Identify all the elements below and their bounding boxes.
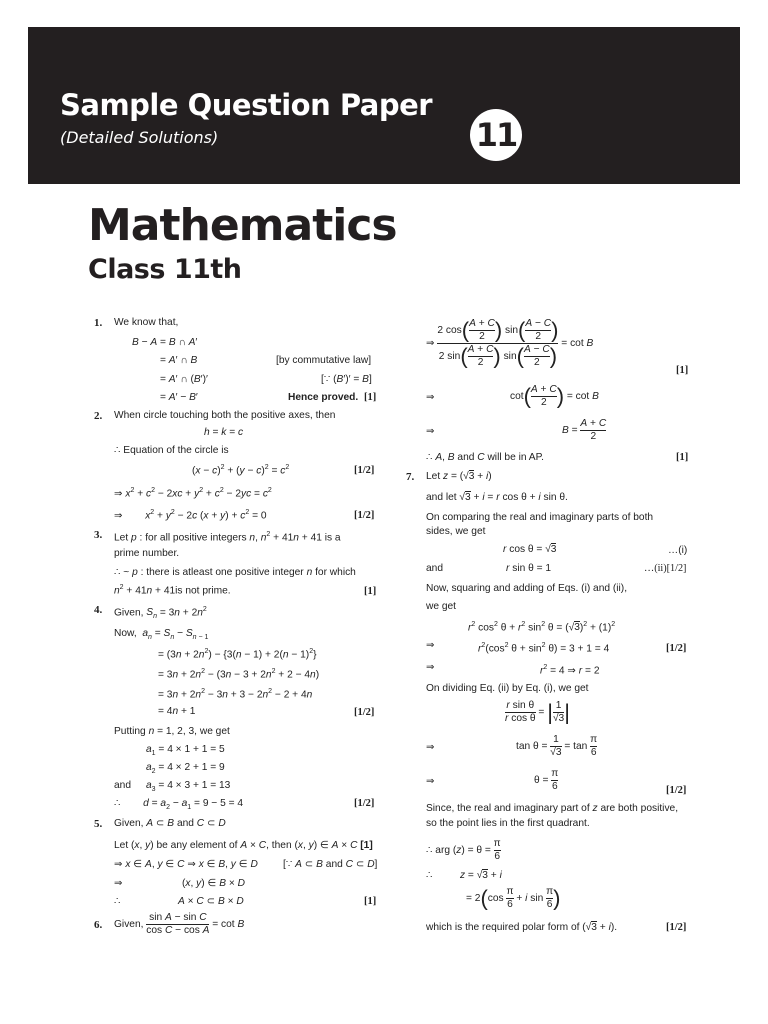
q3-line3: ∴ ~ p : there is atleast one positive integer n for which [114,567,356,578]
q4-step1: = $(3n + 2n^2) - \{3(n - 1) + 2(n - 1)^2\}$ [158,648,317,661]
q7-factor: $r^2(\cos^2$ $\theta + \sin^2 \theta) = 3 + 1 = 4$ [478,642,610,655]
r-mark1: [1] [676,365,689,376]
q1-line4: = A′ − B′ [160,392,198,403]
q7-tan: tan θ = $\frac{1}{√3}$ = tan $\frac{\pi}{6}$ [516,734,598,758]
r-frac-line: ⇒ 2 cos( $\frac{A + C}{2}$ ) sin( $\frac{A - C}{2}$ ) 2 sin( $\frac{A + C}{2}$ ) sin( $\frac{A - C}{2}$ ) = cot B [426,317,594,369]
question-number: 4. [94,604,103,616]
q2-final: ⇒ $x^2 + y^2 - 2c$ $(x + y) + c^2 = 0$ [114,509,267,522]
q3-line4: $n^2 + 41n + 41is$ not prime. [114,584,231,597]
q5-step2-expr: (x, y) ∈ B × D [182,878,245,889]
q7-div: On dividing Eq. (ii) by Eq. (i), we get [426,683,589,694]
q1-intro: We know that, [114,317,179,328]
q3-line1: Let p : for all positive integers n, $n^2 + 41n + 41$ is a [114,531,341,544]
q4-d: ∴ $d = a_2 - a_1 = 9 - 5 = 4$ [114,798,244,812]
q4-given: Given, $S_n = 3n + 2n^2$ [114,606,207,621]
q7-since2: so the point lies in the first quadrant. [426,818,590,829]
q7-mark2: [1/2] [666,785,687,796]
q5-step1: ⇒ x ∈ A, y ∈ C ⇒ x ∈ B, y ∈ D [114,859,258,870]
r-arrow1: ⇒ [426,392,435,403]
question-number: 3. [94,529,103,541]
q7-arrow3: ⇒ [426,742,435,753]
q4-step3: = $3n + 2n^2 - 3n + 3 - 2n^2 - 2 + 4n$ [158,688,313,701]
q4-a3: $a_3 = 4 \times 3 + 1 = 13$ [146,780,231,794]
q7-theta: θ = $\frac{\pi}{6}$ [534,768,559,792]
q5-given: Given, A ⊂ B and C ⊂ D [114,818,226,829]
r-ap: ∴ A, B and C will be in AP. [426,452,544,463]
q7-arrow4: ⇒ [426,776,435,787]
q7-r: $r^2 = 4$ ⇒ r = 2 [540,664,600,677]
q7-rsin: r sin θ = 1 [506,563,552,574]
q1-mark: [1] [364,392,377,403]
q7-z: z = √3 + i [460,870,502,881]
q4-a1: $a_1 = 4 \times 1 + 1 = 5$ [146,744,225,758]
q3-mark: [1] [364,586,377,597]
q1-proved: Hence proved. [288,392,359,403]
class-heading: Class 11th [88,254,242,285]
q7-since1: Since, the real and imaginary part of z are both positive, [426,803,679,814]
q4-and: and [114,780,131,791]
q5-step2: ⇒ [114,878,123,889]
q7-eq-i: …(i) [668,545,688,556]
q1-line3: = A′ ∩ (B′)′ [160,374,208,385]
paper-number-badge: 11 [470,109,522,161]
r-cot-eq: cot( $\frac{A + C}{2}$ ) = cot B [510,383,599,409]
q5-note: [∵ A ⊂ B and C ⊂ D] [283,859,378,870]
q4-now: Now, $a_n = S_n - S_{n - 1}$ [114,628,209,642]
q7-mark1: [1/2] [666,643,687,654]
q7-sq: Now, squaring and adding of Eqs. (i) and (ii), [426,583,628,594]
question-number: 1. [94,317,103,329]
q7-sum: $r^2$ $\cos^2 \theta + r^2$ $\sin^2 \theta = (√3)^2 + (1)^2$ [468,621,616,634]
q7-comp2: sides, we get [426,526,486,537]
q4-step4: = 4n + 1 [158,706,196,717]
q1-line2: = A′ ∩ B [160,355,198,366]
q1-note2: [∵ (B′)′ = B] [321,374,372,385]
q7-rcos: r cos θ = √3 [503,544,557,555]
q7-arg: ∴ arg (z) = θ = $\frac{\pi}{6}$ [426,838,501,862]
q7-arrow1: ⇒ [426,640,435,651]
q7-ratio: $\frac{\text{r sin θ}}{\text{r cos θ}}$ = | $\frac{1}{√3}$ | [505,699,570,725]
q2-mark1: [1/2] [354,465,375,476]
q1-comm-note: [by commutative law] [276,355,372,366]
q7-mark3: [1/2] [666,922,687,933]
q4-a2: $a_2 = 4 \times 2 + 1 = 9$ [146,762,225,776]
q7-arrow2: ⇒ [426,662,435,673]
q4-mark1: [1/2] [354,707,375,718]
q7-and: and [426,563,443,574]
q7-polar-expr: = 2(cos $\frac{\pi}{6}$ + i sin $\frac{\pi}{6}$ ) [466,885,561,911]
q5-step3: ∴ [114,896,121,907]
q7-andlet: and let √3 + i = r cos θ + i sin θ. [426,492,568,503]
q5-mark: [1] [364,896,377,907]
q7-comp1: On comparing the real and imaginary parts of both [426,512,654,523]
question-number: 6. [94,919,103,931]
question-number: 5. [94,818,103,830]
q2-expand: ⇒ $x^2 + c^2 - 2xc + y^2 + c^2 - 2yc = c^2$ [114,487,272,500]
q6-given: Given, $\frac{\text{sin A − sin C}}{\text{cos C − cos A}}$ = cot B [114,912,245,936]
r-b-eq: B = $\frac{A + C}{2}$ [562,418,607,442]
q3-line2: prime number. [114,548,180,559]
q7-therefore: ∴ [426,870,433,881]
q7-eq-ii: …(ii)[1/2] [644,563,687,574]
q2-circle-eq: $(x - c)^2 + (y - c)^2 = c^2$ [192,464,290,477]
paper-title: Sample Question Paper [60,88,433,122]
q2-intro: When circle touching both the positive axes, then [114,410,336,421]
paper-subtitle: (Detailed Solutions) [60,128,219,147]
question-number: 7. [406,471,415,483]
q4-mark2: [1/2] [354,798,375,809]
q4-step2: = $3n + 2n^2 - (3n - 3 + 2n^2 + 2 - 4n)$ [158,668,320,681]
q2-eq-intro: ∴ Equation of the circle is [114,445,229,456]
q4-putting: Putting n = 1, 2, 3, we get [114,726,230,737]
question-number: 2. [94,410,103,422]
q7-weget: we get [426,601,457,612]
subject-heading: Mathematics [88,200,397,251]
q7-let: Let z = (√3 + i) [426,471,492,482]
q5-let: Let (x, y) be any element of A × C, then (x, y) ∈ A × C [1] [114,840,373,851]
r-arrow2: ⇒ [426,426,435,437]
r-mark2: [1] [676,452,689,463]
q2-mark2: [1/2] [354,510,375,521]
q1-line1: B − A = B ∩ A′ [132,337,198,348]
q7-polar: which is the required polar form of (√3 + i). [426,922,618,933]
q2-hk: h = k = c [204,427,244,438]
q5-step3-expr: A × C ⊂ B × D [178,896,244,907]
